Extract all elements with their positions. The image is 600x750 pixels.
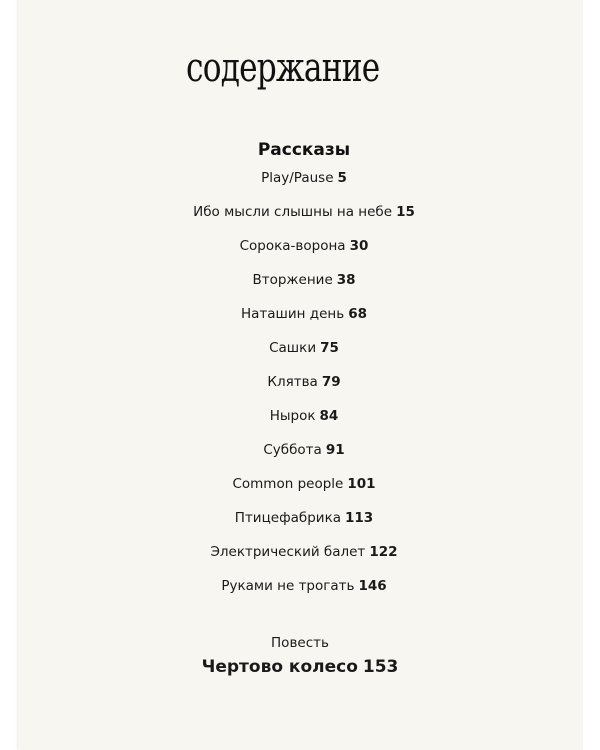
toc-entry [0,270,600,304]
toc-entry [0,304,600,338]
toc-entry-novella [0,655,600,679]
toc-entry-page: 15 [396,204,415,220]
toc-entry-title: Электрический балет [210,544,366,560]
toc-entry [0,508,600,542]
toc-entry [0,202,600,236]
toc-entry-title: Наташин день [240,306,345,322]
toc-entry-title: Нырок [269,408,316,424]
toc-entry-title: Клятва [267,374,318,390]
toc-entry-title: Play/Pause [261,170,334,186]
toc-entry-page: 122 [369,544,398,560]
toc-entry [0,236,600,270]
toc-entry [0,372,600,406]
toc-entry-title: Руками не трогать [221,578,355,594]
toc-entry-title: Чертово колесо [201,657,358,677]
section-heading-stories: Рассказы [257,140,351,160]
toc-entry [0,168,600,202]
toc-entry [0,406,600,440]
section-label-novella: Повесть [271,635,329,651]
toc-entry-page: 153 [362,657,399,677]
toc-entry-page: 91 [325,442,345,458]
toc-entry-page: 68 [348,306,368,322]
toc-entry [0,474,600,508]
page-title: содержание [186,45,380,91]
toc-entry [0,542,600,576]
toc-entry-page: 79 [321,374,341,390]
toc-entry-page: 38 [336,272,356,288]
toc-entry-page: 84 [319,408,339,424]
toc-entry-title: Сашки [269,340,317,356]
toc-entry [0,338,600,372]
toc-entry-page: 30 [349,238,369,254]
toc-entry-page: 113 [345,510,374,526]
toc-entry-page: 75 [320,340,339,356]
toc-entry-page: 5 [337,170,347,186]
toc-entry [0,440,600,474]
toc-entry-title: Суббота [263,442,322,458]
toc-list [0,168,600,610]
toc-entry-page: 101 [347,476,376,492]
toc-entry-title: Птицефабрика [234,510,341,526]
toc-entry-title: Сорока-ворона [239,238,346,254]
toc-entry-page: 146 [358,578,387,594]
toc-entry-title: Вторжение [252,272,333,288]
toc-entry-title: Common people [232,476,344,492]
toc-entry-title: Ибо мысли слышны на небе [193,204,393,220]
toc-entry [0,576,600,610]
